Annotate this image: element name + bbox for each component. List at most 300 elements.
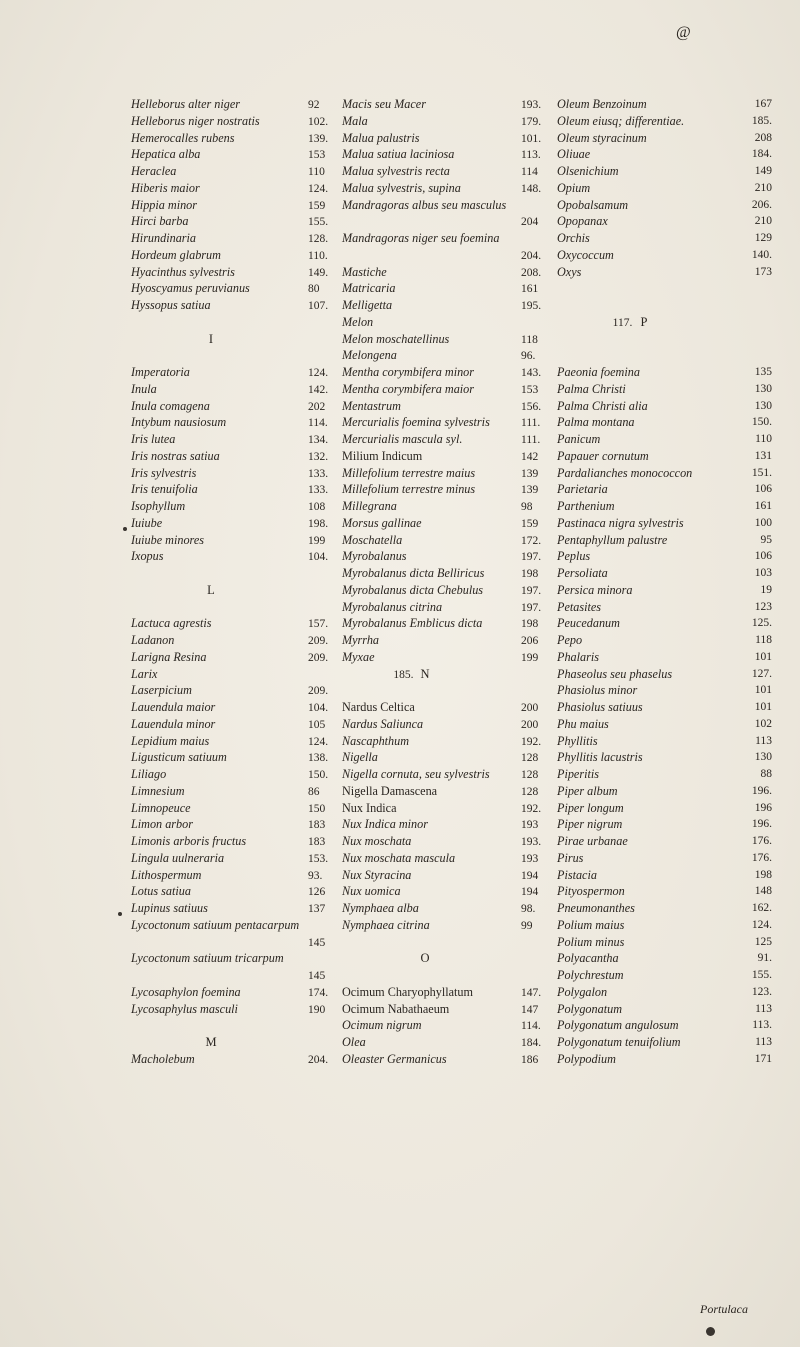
- index-entry: [521, 146, 731, 163]
- entry-name: Panicum: [557, 432, 601, 446]
- entry-name: Peucedanum: [557, 616, 620, 631]
- page-number-text: 130: [754, 751, 772, 764]
- entry-name: Nigella cornuta, seu sylvestris: [342, 767, 490, 781]
- page-number-text: 125: [754, 935, 772, 948]
- page-number: [724, 699, 772, 716]
- entry-name: Myrobalanus dicta Chebulus: [342, 582, 484, 597]
- entry-number: 138.: [308, 752, 329, 765]
- entry-name: Laserpicium: [131, 683, 192, 698]
- index-entry: [308, 967, 508, 984]
- index-entry: [521, 297, 731, 314]
- entry-name: Pepo: [557, 633, 583, 647]
- entry-number: 193.: [521, 836, 542, 848]
- entry-name: Hepatica alba: [131, 147, 201, 162]
- entry-name: Heraclea: [131, 164, 177, 178]
- entry-name: Limnopeuce: [131, 800, 191, 815]
- index-entry: [521, 197, 731, 214]
- entry-name: Melligetta: [342, 298, 393, 312]
- page-number-text: 171: [754, 1052, 772, 1065]
- entry-name: Ligusticum satiuum: [131, 750, 227, 765]
- index-entry: [131, 532, 291, 549]
- entry-name: Isophyllum: [131, 499, 186, 513]
- entry-name: Milium Indicum: [342, 448, 423, 463]
- index-entry: [131, 297, 291, 314]
- page-number-text: 185.: [751, 114, 772, 127]
- index-entry: [308, 783, 508, 800]
- page-number-text: 125.: [751, 617, 772, 630]
- section-letter-text: L: [207, 582, 215, 597]
- index-entry: [521, 733, 731, 750]
- index-entry: [131, 783, 291, 800]
- index-entry: [308, 264, 508, 281]
- index-entry: [131, 381, 291, 398]
- index-entry: [521, 163, 731, 180]
- entry-number: 159: [308, 199, 326, 212]
- index-entry: [131, 414, 291, 431]
- entry-name: Olsenichium: [557, 164, 619, 178]
- page-number: [724, 816, 772, 833]
- page-number: [724, 381, 772, 398]
- entry-number: 186: [521, 1053, 539, 1066]
- entry-name: Phalaris: [557, 649, 599, 664]
- section-letter-text: O: [420, 951, 430, 966]
- entry-number: 174.: [308, 986, 329, 999]
- index-entry: [131, 833, 291, 850]
- entry-name: Lycosaphylus masculi: [131, 1001, 238, 1016]
- entry-name: Mandragoras niger seu foemina: [342, 231, 500, 245]
- index-entry: [131, 867, 291, 884]
- page-number: [724, 766, 772, 783]
- entry-name: Myrobalanus dicta Belliricus: [342, 566, 485, 580]
- page-number: [724, 833, 772, 850]
- entry-name: Lupinus satiuus: [131, 901, 208, 915]
- index-entry: [131, 264, 291, 281]
- entry-number: 113.: [521, 149, 541, 162]
- index-entry: [308, 833, 508, 850]
- entry-name: Orchis: [557, 231, 590, 245]
- entry-name: Ocimum Nabathaeum: [342, 1001, 450, 1016]
- index-entry: [308, 381, 508, 398]
- index-entry: [308, 532, 508, 549]
- entry-number: 200: [521, 718, 539, 731]
- index-entry: [131, 130, 291, 147]
- page-number: [724, 716, 772, 733]
- entry-number: 199: [308, 534, 326, 547]
- index-entry: [308, 314, 508, 331]
- entry-number: 194: [521, 869, 539, 882]
- entry-name: Millegrana: [342, 499, 397, 513]
- page-number: [724, 431, 772, 448]
- entry-number: 143.: [521, 367, 542, 379]
- page-number-text: 101: [754, 684, 772, 697]
- entry-name: Limnesium: [131, 783, 185, 798]
- page-number-text: 106: [754, 550, 772, 563]
- entry-number: 153: [308, 149, 326, 162]
- index-entry: [131, 481, 291, 498]
- entry-name: Millefolium terrestre maius: [342, 465, 476, 480]
- index-entry: [521, 716, 731, 733]
- page-number-text: 135: [754, 366, 772, 378]
- page-number-text: 113: [755, 1036, 772, 1048]
- page-number: [724, 565, 772, 582]
- index-entry: [131, 347, 291, 364]
- entry-name: Piper nigrum: [557, 817, 623, 832]
- index-entry: [308, 733, 508, 750]
- index-entry: [131, 900, 291, 917]
- entry-name: Oxys: [557, 264, 582, 279]
- entry-name: Oleum Benzoinum: [557, 97, 647, 111]
- page-number-text: 100: [754, 516, 772, 529]
- entry-name: Phaseolus seu phaselus: [557, 666, 673, 681]
- index-entry: [131, 1017, 291, 1034]
- page-number: [724, 850, 772, 867]
- index-entry: [131, 599, 291, 616]
- entry-number: 105: [308, 718, 326, 731]
- entry-number: 185.: [393, 668, 414, 681]
- entry-number: 142.: [308, 383, 329, 396]
- index-entry: [308, 465, 508, 482]
- entry-name: Lotus satiua: [131, 884, 191, 899]
- index-entry: [521, 96, 731, 113]
- section-letter: [521, 314, 731, 331]
- page-number: [724, 950, 772, 967]
- entry-name: Paeonia foemina: [557, 365, 640, 379]
- page-number: [724, 900, 772, 917]
- entry-number: 133.: [308, 484, 329, 497]
- index-entry: [308, 414, 508, 431]
- entry-name: Polium maius: [557, 917, 625, 932]
- page-number-text: 101: [754, 650, 772, 663]
- page-number-text: 167: [754, 98, 772, 110]
- entry-number: 102.: [308, 115, 329, 128]
- entry-number: 139: [521, 484, 539, 497]
- entry-name: Oleum styracinum: [557, 130, 647, 145]
- page-number: [724, 984, 772, 1001]
- entry-number: 145: [308, 936, 326, 949]
- entry-name: Myrobalanus Emblicus dicta: [342, 616, 483, 631]
- entry-name: Myrobalanus: [342, 549, 407, 564]
- entry-number: 194: [521, 886, 539, 899]
- entry-name: Matricaria: [342, 281, 396, 296]
- page-number-text: 176.: [751, 835, 772, 847]
- entry-number: 198.: [308, 517, 329, 530]
- entry-name: Ladanon: [131, 633, 175, 647]
- entry-name: Phyllitis: [557, 733, 598, 748]
- entry-name: Hemerocalles rubens: [131, 130, 235, 145]
- entry-number: 111.: [521, 417, 541, 430]
- entry-number: 209.: [308, 635, 329, 647]
- page-number: [724, 163, 772, 180]
- entry-number: 183: [308, 836, 326, 848]
- entry-number: 192.: [521, 735, 542, 748]
- entry-number: 133.: [308, 467, 329, 480]
- entry-name: Melon: [342, 314, 374, 329]
- index-entry: [131, 850, 291, 867]
- entry-name: Pastinaca nigra sylvestris: [557, 515, 684, 530]
- index-entry: [521, 180, 731, 197]
- entry-name: Intybum nausiosum: [131, 415, 227, 430]
- index-column-h-to-m: [131, 96, 300, 1068]
- index-entry: [131, 180, 291, 197]
- entry-name: Iris sylvestris: [131, 465, 197, 480]
- index-entry: [521, 900, 731, 917]
- entry-name: Pityospermon: [557, 884, 625, 899]
- index-entry: [308, 867, 508, 884]
- index-entry: [521, 934, 731, 951]
- page-number-text: 196.: [751, 818, 772, 831]
- index-entry: [308, 498, 508, 515]
- page-number-text: 148: [754, 885, 772, 898]
- entry-name: Ocimum nigrum: [342, 1018, 422, 1033]
- index-entry: [131, 934, 291, 951]
- page-number: [724, 800, 772, 817]
- section-letter-text: M: [205, 1035, 217, 1049]
- entry-name: Malua satiua laciniosa: [342, 147, 455, 162]
- entry-number: 197.: [521, 551, 542, 564]
- page-number: [724, 666, 772, 683]
- index-entry: [521, 1017, 731, 1034]
- index-entry: [131, 733, 291, 750]
- entry-number: 195.: [521, 300, 542, 312]
- entry-name: Iuiube minores: [131, 532, 204, 547]
- page-number-text: 113.: [752, 1019, 772, 1032]
- entry-name: Mercurialis foemina sylvestris: [342, 415, 490, 430]
- page-number: [724, 532, 772, 549]
- page-number: [724, 314, 772, 331]
- index-entry: [131, 113, 291, 130]
- entry-name: Polychrestum: [557, 968, 624, 982]
- page-number: [724, 465, 772, 482]
- page-number: [724, 448, 772, 465]
- entry-number: 114: [521, 166, 538, 178]
- index-entry: [308, 515, 508, 532]
- entry-number: 147: [521, 1003, 539, 1016]
- entry-number: 204.: [521, 249, 542, 262]
- entry-number: 150.: [308, 769, 329, 781]
- entry-number: 126: [308, 886, 326, 899]
- entry-number: 155.: [308, 216, 329, 229]
- entry-name: Pirus: [557, 850, 584, 865]
- entry-name: Lycoctonum satiuum tricarpum: [131, 951, 284, 966]
- index-entry: [131, 1001, 291, 1018]
- entry-number: 197.: [521, 601, 542, 614]
- entry-name: Piperitis: [557, 767, 599, 781]
- page-number: [724, 632, 772, 649]
- entry-name: Nardus Celtica: [342, 700, 415, 714]
- index-entry: [521, 1051, 731, 1068]
- entry-name: Larix: [131, 666, 158, 681]
- entry-number: 93.: [308, 869, 323, 882]
- entry-name: Myxae: [342, 649, 375, 664]
- entry-number: 134.: [308, 434, 329, 446]
- index-entry: [131, 649, 291, 666]
- entry-name: Polyacantha: [557, 951, 619, 966]
- index-entry: [308, 883, 508, 900]
- page-number-text: 102: [754, 717, 772, 730]
- index-entry: [521, 783, 731, 800]
- entry-name: Mentha corymbifera minor: [342, 365, 475, 379]
- page-number-text: 91.: [757, 952, 772, 965]
- entry-number: 193.: [521, 99, 542, 111]
- page-number-text: 184.: [751, 148, 772, 161]
- index-entry: [131, 280, 291, 297]
- page-number-text: 149: [754, 165, 772, 177]
- entry-number: 145: [308, 970, 326, 982]
- page-number: [724, 783, 772, 800]
- index-entry: [131, 197, 291, 214]
- section-letter: [131, 582, 291, 599]
- entry-number: 149.: [308, 266, 329, 279]
- page-number-text: 113: [755, 1002, 772, 1015]
- entry-name: Polygalon: [557, 984, 608, 999]
- page-number: [724, 867, 772, 884]
- index-entry: [521, 867, 731, 884]
- entry-name: Opobalsamum: [557, 197, 629, 212]
- entry-number: 208.: [521, 266, 542, 279]
- entry-name: Opium: [557, 180, 591, 195]
- page-number-text: 103: [754, 567, 772, 579]
- index-entry: [308, 1051, 508, 1068]
- entry-name: Nymphaea citrina: [342, 917, 430, 932]
- entry-number: 193: [521, 852, 539, 865]
- index-entry: [131, 950, 291, 967]
- index-entry: [308, 280, 508, 297]
- entry-number: 80: [308, 283, 320, 296]
- entry-name: Nigella Damascena: [342, 783, 438, 798]
- page-number-text: 127.: [751, 667, 772, 680]
- page-number: [724, 113, 772, 130]
- index-entry: [308, 649, 508, 666]
- entry-name: Nux Styracina: [342, 867, 412, 882]
- entry-name: Piper longum: [557, 800, 624, 815]
- page-number-text: 95: [760, 533, 772, 546]
- entry-name: Larigna Resina: [131, 649, 207, 664]
- page-number-text: 162.: [751, 902, 772, 914]
- index-entry: [308, 247, 508, 264]
- page-number: [724, 130, 772, 147]
- entry-number: 124.: [308, 182, 329, 195]
- entry-name: Lepidium maius: [131, 733, 210, 748]
- index-entry: [308, 749, 508, 766]
- entry-number: 137: [308, 903, 326, 915]
- entry-name: Ocimum Charyophyllatum: [342, 984, 473, 999]
- index-entry: [308, 163, 508, 180]
- entry-name: Ixopus: [131, 549, 164, 564]
- entry-name: Hiberis maior: [131, 180, 200, 195]
- entry-number: 107.: [308, 300, 329, 312]
- entry-number: 183: [308, 819, 326, 832]
- index-entry: [308, 431, 508, 448]
- index-entry: [131, 800, 291, 817]
- index-entry: [131, 548, 291, 565]
- entry-number: 139.: [308, 132, 329, 145]
- page-number-text: 123: [754, 600, 772, 613]
- entry-name: Inula comagena: [131, 398, 210, 413]
- index-entry: [308, 984, 508, 1001]
- entry-number: 209.: [308, 651, 329, 664]
- index-entry: [131, 766, 291, 783]
- page-number: [724, 733, 772, 750]
- page-number: [724, 615, 772, 632]
- ink-blot: [706, 1327, 715, 1336]
- page-number: [724, 347, 772, 364]
- entry-name: Palma Christi: [557, 381, 626, 396]
- entry-number: 206: [521, 635, 539, 647]
- index-entry: [131, 364, 291, 381]
- page-number: [724, 297, 772, 314]
- entry-number: 172.: [521, 534, 542, 547]
- index-entry: [521, 414, 731, 431]
- entry-number: 156.: [521, 400, 542, 413]
- index-entry: [131, 967, 291, 984]
- entry-name: Hirci barba: [131, 214, 189, 229]
- entry-name: Mentha corymbifera maior: [342, 381, 475, 396]
- entry-name: Millefolium terrestre minus: [342, 482, 476, 497]
- page-number: [724, 331, 772, 348]
- page-number: [724, 414, 772, 431]
- index-entry: [131, 448, 291, 465]
- entry-name: Mastiche: [342, 264, 387, 279]
- index-entry: [521, 800, 731, 817]
- index-entry: [131, 146, 291, 163]
- entry-number: 98.: [521, 903, 536, 915]
- index-entry: [308, 917, 508, 934]
- page-number: [724, 599, 772, 616]
- entry-number: 118: [521, 333, 538, 346]
- index-entry: [131, 465, 291, 482]
- index-entry: [521, 649, 731, 666]
- entry-number: 124.: [308, 735, 329, 748]
- entry-number: 117.: [612, 316, 633, 329]
- ink-dot: [118, 912, 122, 916]
- entry-name: Lithospermum: [131, 867, 202, 882]
- index-entry: [521, 682, 731, 699]
- index-entry: [521, 984, 731, 1001]
- entry-number: 200: [521, 702, 539, 714]
- index-entry: [131, 498, 291, 515]
- index-entry: [131, 515, 291, 532]
- index-entry: [308, 682, 508, 699]
- page-number: [724, 1034, 772, 1051]
- index-entry: [521, 548, 731, 565]
- index-entry: [521, 632, 731, 649]
- page-number: [724, 280, 772, 297]
- index-entry: [308, 213, 508, 230]
- entry-number: 110: [308, 166, 325, 178]
- entry-name: Phasiolus minor: [557, 683, 638, 698]
- index-entry: [521, 381, 731, 398]
- entry-name: Oleaster Germanicus: [342, 1051, 447, 1066]
- entry-name: Hyssopus satiua: [131, 298, 211, 312]
- entry-number: 153.: [308, 852, 329, 865]
- page-number-text: 19: [760, 583, 772, 596]
- entry-name: Parthenium: [557, 499, 615, 513]
- entry-name: Pirae urbanae: [557, 834, 628, 848]
- entry-name: Mentastrum: [342, 398, 401, 413]
- entry-number: 179.: [521, 115, 542, 128]
- index-entry: [308, 816, 508, 833]
- index-entry: [308, 615, 508, 632]
- index-entry: [131, 230, 291, 247]
- entry-name: Lingula uulneraria: [131, 850, 225, 865]
- entry-number: 198: [521, 568, 539, 580]
- entry-name: Malua palustris: [342, 130, 420, 145]
- entry-name: Nux Indica: [342, 800, 397, 815]
- page-number: [724, 364, 772, 381]
- index-entry: [131, 749, 291, 766]
- index-entry: [521, 230, 731, 247]
- entry-name: Hippia minor: [131, 197, 198, 212]
